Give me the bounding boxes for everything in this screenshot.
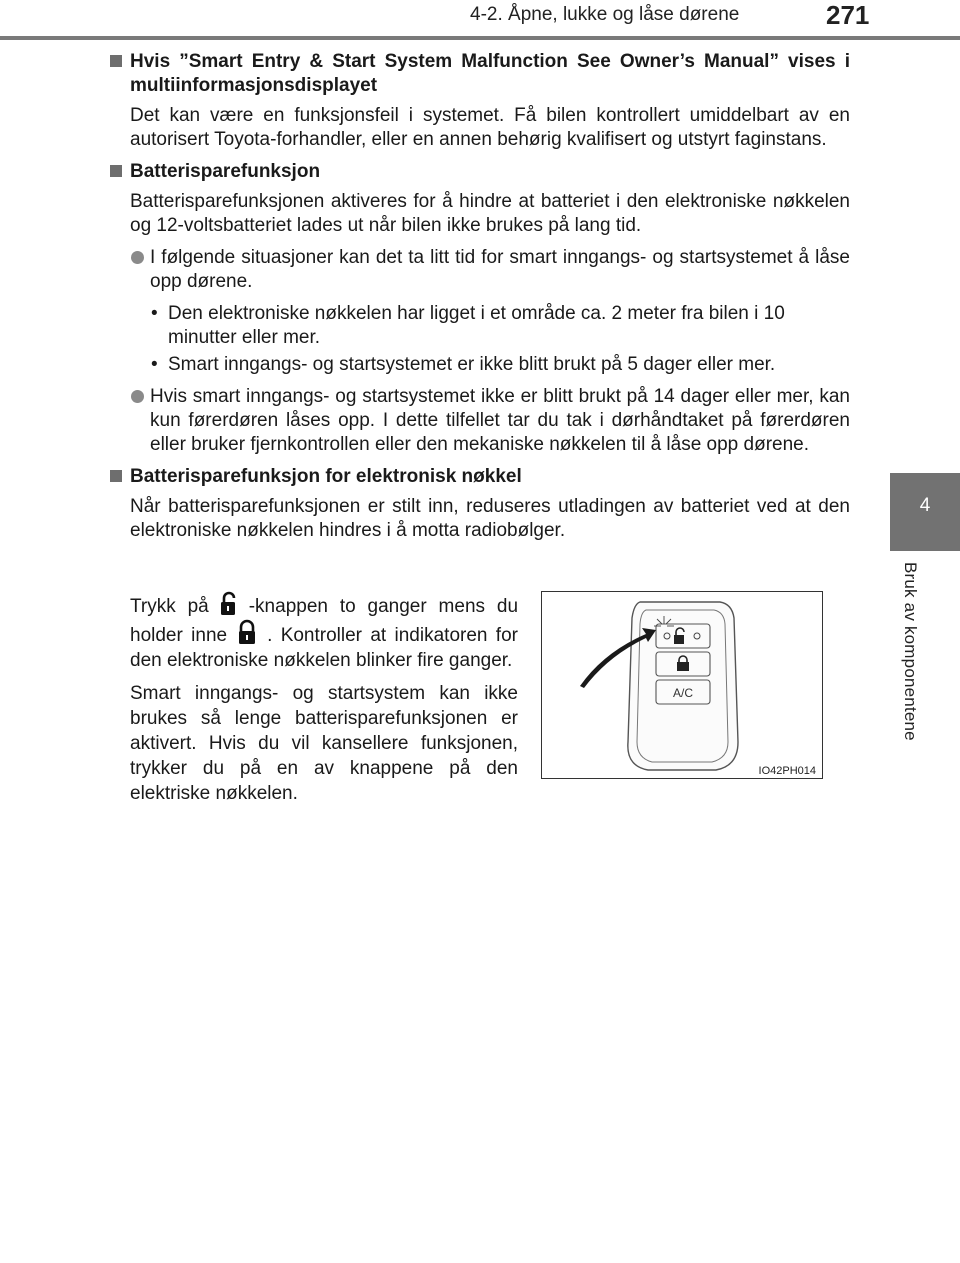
ac-button-label: A/C (672, 686, 694, 700)
malfunction-text: Det kan være en funksjonsfeil i systemet. Få bilen kontrollert umiddelbart av en autorisert Toyota-forhandler, eller en annen behørig kvalifisert og utstyrt faginstans. (130, 105, 850, 150)
square-bullet-icon (110, 165, 122, 177)
instruction-text (130, 590, 518, 814)
section-heading-key-battery-save: Batterisparefunksjon for elektronisk nøkkel (110, 465, 850, 489)
header-rule (0, 36, 960, 40)
page-number: 271 (826, 0, 870, 30)
sub-bullet-mark: • (151, 303, 158, 324)
key-illustration (541, 591, 823, 779)
main-content (110, 50, 850, 551)
square-bullet-icon (110, 470, 122, 482)
chapter-tab (890, 473, 960, 551)
smart-key-drawing (542, 592, 822, 778)
page-header (0, 0, 960, 40)
sub-bullet-mark: • (151, 354, 158, 375)
unlock-icon (215, 590, 243, 618)
key-battery-save-text: Når batterisparefunksjonen er stilt inn, reduseres utladingen av batteriet ved at den elektroniske nøkkelen hindres i å motta radiobølger. (130, 496, 850, 541)
chapter-title: Bruk av komponentene (901, 562, 920, 741)
instruction-note: Smart inngangs- og startsystem kan ikke brukes så lenge batterisparefunksjonen er aktivert. Hvis du vil kansellere funksjonen, trykker du på en av knappene på den elektriske nøkkelen. (130, 683, 518, 804)
section-heading-malfunction: Hvis ”Smart Entry & Start System Malfunction See Owner’s Manual” vises i multiinformasjonsdisplayet (110, 50, 850, 98)
battery-save-text: Batterisparefunksjonen aktiveres for å hindre at batteriet i den elektroniske nøkkelen og 12-voltsbatteriet lades ut når bilen ikke brukes på lang tid. (130, 191, 850, 236)
sub-list-item: • Smart inngangs- og startsystemet er ikke blitt brukt på 5 dager eller mer. (151, 354, 776, 375)
lock-icon (233, 619, 261, 647)
circle-bullet-icon (131, 390, 144, 403)
section-title: 4-2. Åpne, lukke og låse dørene (470, 4, 740, 25)
list-item: Hvis smart inngangs- og startsystemet ikke er blitt brukt på 14 dager eller mer, kan kun førerdøren låses opp. I dette tilfellet tar du tak i dørhåndtaket på førerdøren eller bruker fjernkontrollen eller den mekaniske nøkkelen til å låse opp dørene. (110, 385, 850, 457)
sub-list-item: • Den elektroniske nøkkelen har ligget i et område ca. 2 meter fra bilen i 10 minutter eller mer. (151, 303, 785, 348)
chapter-number: 4 (919, 495, 931, 516)
list-item: I følgende situasjoner kan det ta litt tid for smart inngangs- og startsystemet å låse opp dørene. (110, 246, 850, 294)
instruction-paragraph: Trykk på -knappen to ganger mens du holder inne . Kontroller at indikatoren for den elektroniske nøkkelen blinker fire ganger. (130, 590, 518, 673)
square-bullet-icon (110, 55, 122, 67)
figure-code: IO42PH014 (758, 765, 816, 777)
section-heading-battery-save: Batterisparefunksjon (110, 160, 850, 184)
circle-bullet-icon (131, 251, 144, 264)
